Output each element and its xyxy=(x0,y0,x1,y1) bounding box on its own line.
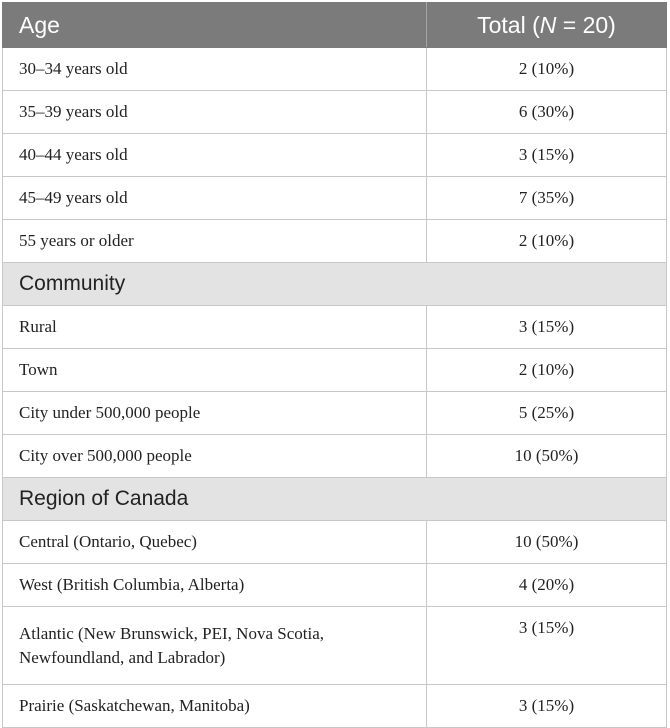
row-value: 7 (35%) xyxy=(427,177,667,220)
row-label: Town xyxy=(3,349,427,392)
row-label: 35–39 years old xyxy=(3,91,427,134)
row-value: 3 (15%) xyxy=(427,306,667,349)
demographics-table xyxy=(2,2,667,728)
section-row-community xyxy=(3,263,667,306)
section-title: Region of Canada xyxy=(3,478,667,521)
row-label: 40–44 years old xyxy=(3,134,427,177)
row-value: 3 (15%) xyxy=(427,607,667,685)
row-value: 10 (50%) xyxy=(427,521,667,564)
table-row xyxy=(3,48,667,91)
header-total xyxy=(427,3,667,48)
row-label-line2: Newfoundland, and Labrador) xyxy=(19,647,226,667)
table-row xyxy=(3,177,667,220)
table-row xyxy=(3,306,667,349)
table-row xyxy=(3,392,667,435)
table-row xyxy=(3,134,667,177)
row-label: 30–34 years old xyxy=(3,48,427,91)
table-row xyxy=(3,564,667,607)
row-label xyxy=(3,607,427,685)
section-title: Community xyxy=(3,263,667,306)
row-value: 2 (10%) xyxy=(427,48,667,91)
row-value: 6 (30%) xyxy=(427,91,667,134)
header-age: Age xyxy=(3,3,427,48)
row-value: 10 (50%) xyxy=(427,435,667,478)
row-value: 3 (15%) xyxy=(427,685,667,728)
row-label: Central (Ontario, Quebec) xyxy=(3,521,427,564)
row-value: 2 (10%) xyxy=(427,349,667,392)
table-row xyxy=(3,685,667,728)
header-total-n: N xyxy=(539,11,557,38)
row-label-line1: Atlantic (New Brunswick, PEI, Nova Scotia, xyxy=(19,623,324,643)
table-header-row xyxy=(3,3,667,48)
row-label: Rural xyxy=(3,306,427,349)
header-total-prefix: Total ( xyxy=(477,11,540,38)
row-label: 55 years or older xyxy=(3,220,427,263)
table-row xyxy=(3,91,667,134)
row-label: City under 500,000 people xyxy=(3,392,427,435)
table-row xyxy=(3,435,667,478)
row-value: 5 (25%) xyxy=(427,392,667,435)
row-value: 4 (20%) xyxy=(427,564,667,607)
table-row xyxy=(3,521,667,564)
demographics-table-container xyxy=(2,2,666,728)
table-row xyxy=(3,607,667,685)
row-value: 2 (10%) xyxy=(427,220,667,263)
row-value: 3 (15%) xyxy=(427,134,667,177)
table-row xyxy=(3,220,667,263)
header-total-suffix: = 20) xyxy=(556,11,616,38)
table-row xyxy=(3,349,667,392)
row-label: 45–49 years old xyxy=(3,177,427,220)
row-label: Prairie (Saskatchewan, Manitoba) xyxy=(3,685,427,728)
row-label: West (British Columbia, Alberta) xyxy=(3,564,427,607)
row-label: City over 500,000 people xyxy=(3,435,427,478)
section-row-region xyxy=(3,478,667,521)
